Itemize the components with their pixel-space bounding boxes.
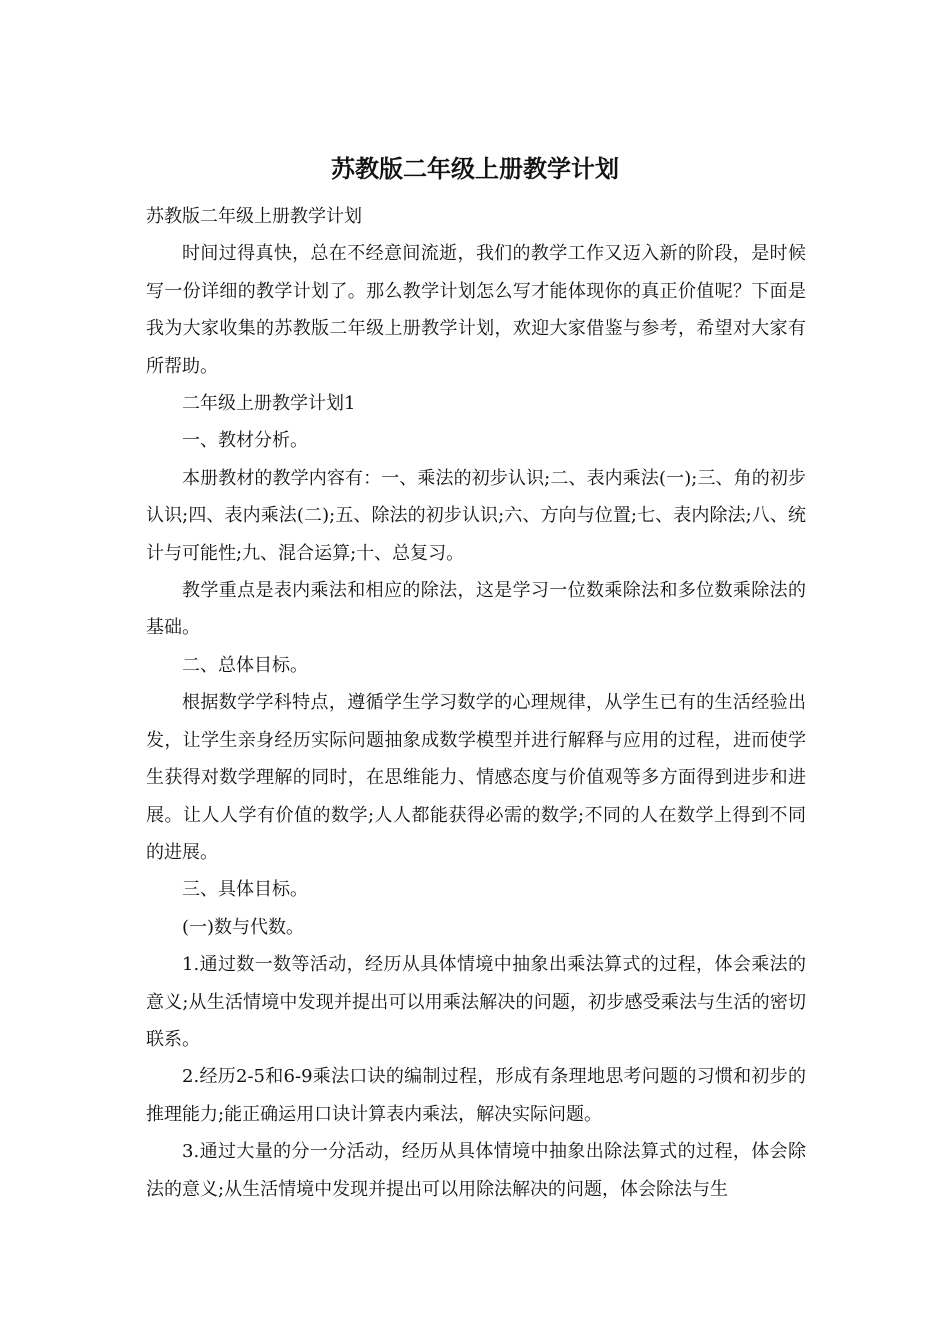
paragraph: 1.通过数一数等活动，经历从具体情境中抽象出乘法算式的过程，体会乘法的意义;从生活情境中发现并提出可以用乘法解决的问题，初步感受乘法与生活的密切联系。 <box>146 954 806 1050</box>
page-title: 苏教版二年级上册教学计划 <box>331 155 619 183</box>
paragraph: 苏教版二年级上册教学计划 <box>146 206 362 227</box>
section-heading: 一、教材分析。 <box>182 430 308 452</box>
section-heading: 二年级上册教学计划1 <box>182 393 356 415</box>
paragraph: 2.经历2-5和6-9乘法口诀的编制过程，形成有条理地思考问题的习惯和初步的推理能力;能正确运用口诀计算表内乘法，解决实际问题。 <box>146 1066 806 1125</box>
paragraph: 时间过得真快，总在不经意间流逝，我们的教学工作又迈入新的阶段，是时候写一份详细的教学计划了。那么教学计划怎么写才能体现你的真正价值呢？下面是我为大家收集的苏教版二年级上册教学计划，欢迎大家借鉴与参考，希望对大家有所帮助。 <box>146 243 806 377</box>
paragraph: 3.通过大量的分一分活动，经历从具体情境中抽象出除法算式的过程，体会除法的意义;从生活情境中发现并提出可以用除法解决的问题，体会除法与生 <box>146 1141 806 1200</box>
paragraph: 教学重点是表内乘法和相应的除法，这是学习一位数乘除法和多位数乘除法的基础。 <box>146 580 806 639</box>
section-heading: 二、总体目标。 <box>182 654 308 676</box>
document-body <box>146 198 806 1208</box>
paragraph: 本册教材的教学内容有：一、乘法的初步认识;二、表内乘法(一);三、角的初步认识;四、表内乘法(二);五、除法的初步认识;六、方向与位置;七、表内除法;八、统计与可能性;九、混合运算;十、总复习。 <box>146 467 806 564</box>
section-heading: (一)数与代数。 <box>182 916 305 938</box>
paragraph: 根据数学学科特点，遵循学生学习数学的心理规律，从学生已有的生活经验出发，让学生亲身经历实际问题抽象成数学模型并进行解释与应用的过程，进而使学生获得对数学理解的同时，在思维能力、情感态度与价值观等多方面得到进步和进展。让人人学有价值的数学;人人都能获得必需的数学;不同的人在数学上得到不同的进展。 <box>146 692 806 863</box>
section-heading: 三、具体目标。 <box>182 879 308 901</box>
